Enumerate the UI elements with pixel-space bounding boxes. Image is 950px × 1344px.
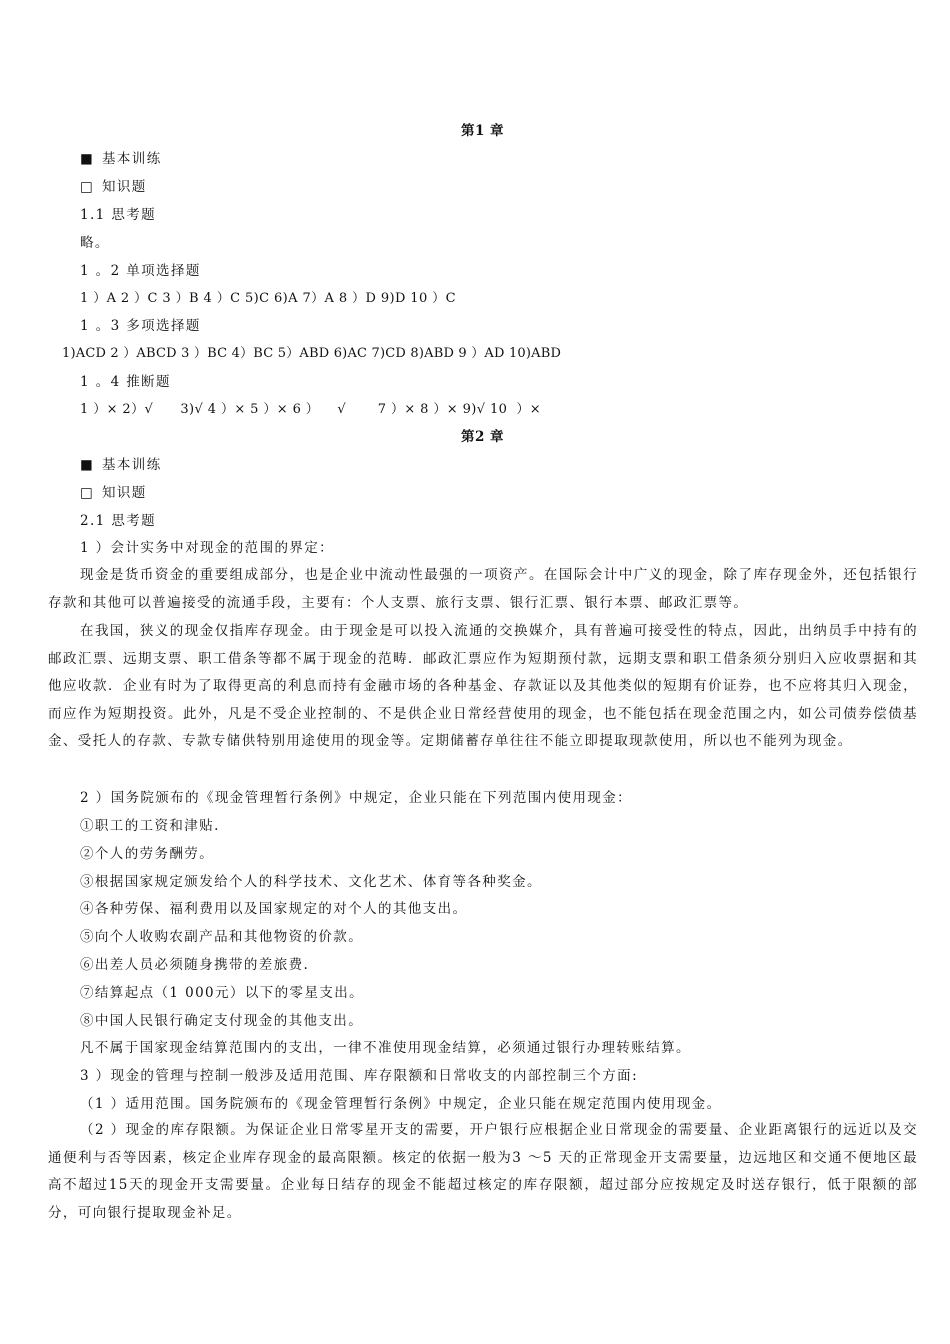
list-item: ③根据国家规定颁发给个人的科学技术、文化艺术、体育等各种奖金。: [80, 874, 542, 890]
section-1-2-heading: 1 。2 单项选择题: [80, 263, 201, 279]
filled-square-icon: ■: [80, 151, 95, 167]
section-2-1-heading: 2.1 思考题: [80, 513, 157, 529]
chapter-2-basic-training-heading: ■ 基本训练: [80, 457, 162, 473]
section-1-2-answers: 1 ）A 2 ）C 3 ）B 4 ）C 5)C 6)A 7）A 8 ）D 9)D 10 ）C: [80, 291, 456, 306]
question-1-paragraph-1: [48, 562, 918, 617]
question-1-heading: 1 ）会计实务中对现金的范围的界定：: [80, 540, 335, 556]
filled-square-icon: ■: [80, 457, 95, 473]
section-1-4-answers: 1 ）× 2）√ 3)√ 4 ）× 5 ）× 6 ） √ 7 ）× 8 ）× 9)√ 10 ）×: [80, 402, 542, 417]
paragraph-text: 现金是货币资金的重要组成部分，也是企业中流动性最强的一项资产。在国际会计中广义的现金，除了库存现金外，还包括银行存款和其他可以普遍接受的流通手段，主要有：个人支票、旅行支票、银行汇票、银行本票、邮政汇票等。: [48, 567, 918, 611]
list-item: ⑤向个人收购农副产品和其他物资的价款。: [80, 929, 364, 945]
question-3-item-1: （1 ）适用范围。国务院颁布的《现金管理暂行条例》中规定，企业只能在规定范围内使用现金。: [80, 1096, 722, 1112]
paragraph-text: 在我国，狭义的现金仅指库存现金。由于现金是可以投入流通的交换媒介，具有普遍可接受性的特点，因此，出纳员手中持有的邮政汇票、远期支票、职工借条等都不属于现金的范畴．邮政汇票应作为短期预付款，远期支票和职工借条须分别归入应收票据和其他应收款．企业有时为了取得更高的利息而持有金融市场的各种基金、存款证以及其他类似的短期有价证券，也不应将其归入现金，而应作为短期投资。此外，凡是不受企业控制的、不是供企业日常经营使用的现金，也不能包括在现金范围之内，如公司债券偿债基金、受托人的存款、专款专储供特别用途使用的现金等。定期储蓄存单往往不能立即提取现款使用，所以也不能列为现金。: [48, 623, 918, 750]
list-item: ⑦结算起点（1 000元）以下的零星支出。: [80, 985, 365, 1001]
list-item: ⑧中国人民银行确定支付现金的其他支出。: [80, 1013, 364, 1029]
section-1-4-heading: 1 。4 推断题: [80, 374, 171, 390]
empty-square-icon: □: [80, 179, 95, 195]
list-item: ⑥出差人员必须随身携带的差旅费.: [80, 957, 310, 973]
list-item: ①职工的工资和津贴.: [80, 818, 220, 834]
section-1-3-heading: 1 。3 多项选择题: [80, 318, 201, 334]
question-3-item-2: [48, 1117, 918, 1227]
list-item: ④各种劳保、福利费用以及国家规定的对个人的其他支出。: [80, 901, 468, 917]
paragraph-text: （2 ）现金的库存限额。为保证企业日常零星开支的需要，开户银行应根据企业日常现金的需要量、企业距离银行的远近以及交通便利与否等因素，核定企业库存现金的最高限额。核定的依据一般为3 ～5 天的正常现金开支需要量，边远地区和交通不便地区最高不超过15天的现金开支需要量。企业每日结存的现金不能超过核定的库存限额，超过部分应按规定及时送存银行，低于限额的部分，可向银行提取现金补足。: [48, 1122, 918, 1221]
question-3-heading: 3 ）现金的管理与控制一般涉及适用范围、库存限额和日常收支的内部控制三个方面:: [80, 1068, 639, 1084]
chapter-1-knowledge-heading: □ 知识题: [80, 179, 147, 195]
question-1-paragraph-2: [48, 618, 918, 756]
chapter-2-title: 第2 章: [460, 429, 505, 445]
chapter-1-basic-training-heading: ■ 基本训练: [80, 151, 162, 167]
question-2-note: 凡不属于国家现金结算范围内的支出，一律不准使用现金结算，必须通过银行办理转账结算。: [80, 1040, 691, 1056]
question-2-heading: 2 ）国务院颁布的《现金管理暂行条例》中规定，企业只能在下列范围内使用现金：: [80, 790, 633, 806]
section-1-3-answers: 1)ACD 2 ）ABCD 3 ）BC 4）BC 5）ABD 6)AC 7)CD 8)ABD 9 ）AD 10)ABD: [62, 346, 562, 361]
list-item: ②个人的劳务酬劳。: [80, 846, 215, 862]
chapter-1-title: 第1 章: [460, 123, 505, 139]
section-1-1-heading: 1.1 思考题: [80, 207, 157, 223]
section-1-1-answer: 略。: [80, 235, 110, 251]
empty-square-icon: □: [80, 485, 95, 501]
chapter-2-knowledge-heading: □ 知识题: [80, 485, 147, 501]
